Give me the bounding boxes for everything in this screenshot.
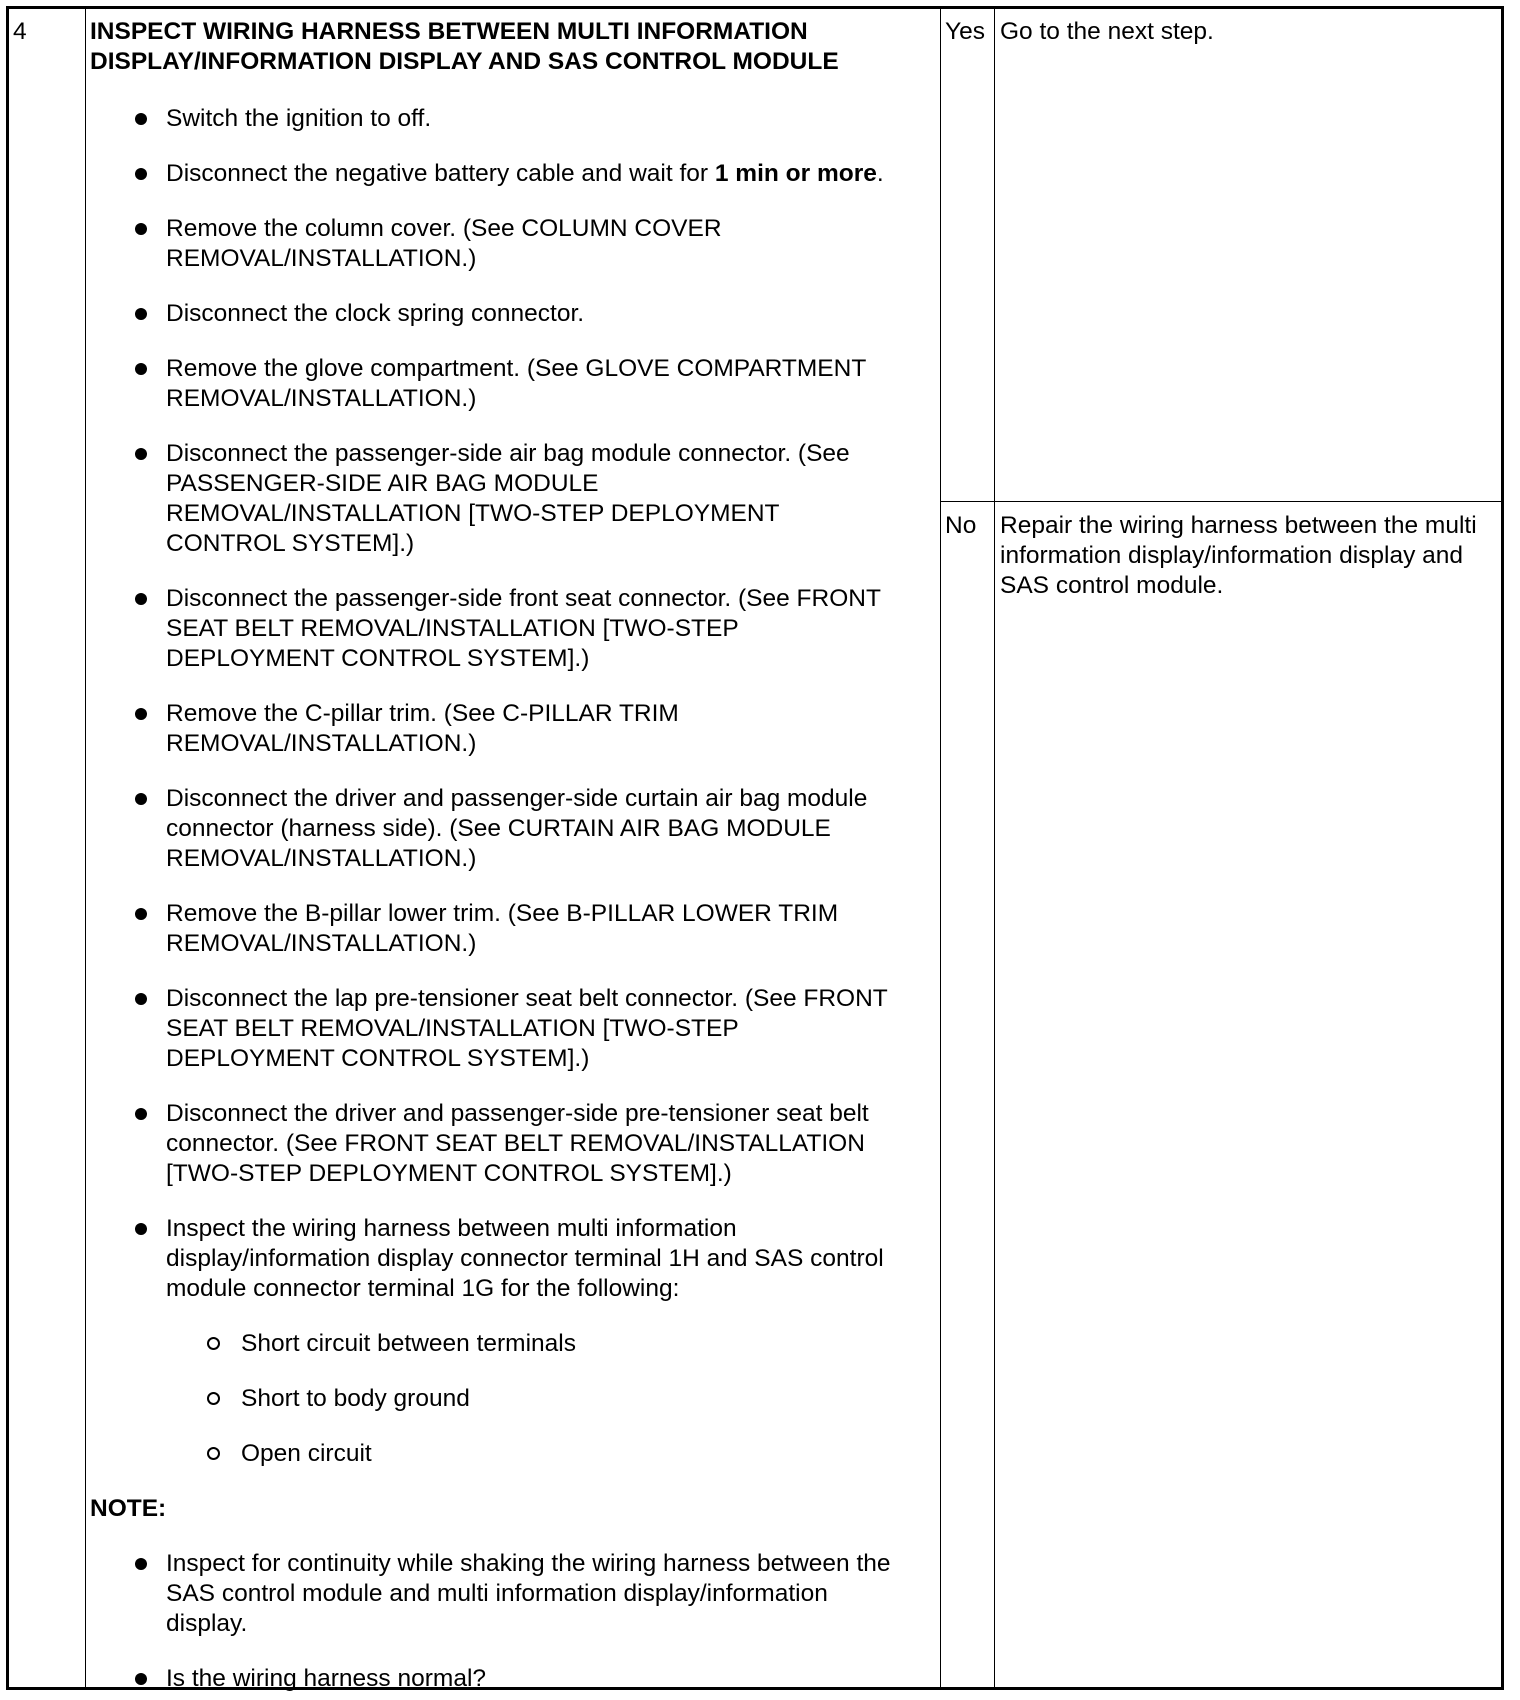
list-item-line: module connector terminal 1G for the following: [166,1275,680,1302]
list-item [166,699,679,759]
bullet-icon [135,223,147,235]
list-item [166,984,888,1074]
list-item [166,214,722,274]
list-item-line: REMOVAL/INSTALLATION [TWO-STEP DEPLOYMENT [166,500,780,527]
list-item-line: Disconnect the driver and passenger-side pre-tensioner seat belt [166,1100,869,1127]
step-title-line: DISPLAY/INFORMATION DISPLAY AND SAS CONTROL MODULE [90,48,839,75]
list-item-line: connector. (See FRONT SEAT BELT REMOVAL/INSTALLATION [166,1130,865,1157]
bullet-icon [135,793,147,805]
list-item-line: SEAT BELT REMOVAL/INSTALLATION [TWO-STEP [166,1015,739,1042]
bullet-icon [135,168,147,180]
list-item-line: Remove the B-pillar lower trim. (See B-PILLAR LOWER TRIM [166,900,839,927]
list-item-line: Disconnect the passenger-side front seat connector. (See FRONT [166,585,881,612]
list-item [166,104,431,134]
step-number: 4 [13,18,27,45]
note-item-line: display. [166,1610,248,1637]
list-item-suffix: . [876,160,884,187]
list-item [166,299,584,329]
list-item [166,899,838,959]
sub-bullet-icon [207,1447,220,1460]
list-item-line: REMOVAL/INSTALLATION.) [166,845,477,872]
list-item-line: Disconnect the driver and passenger-side curtain air bag module [166,785,868,812]
list-item-line: Disconnect the clock spring connector. [166,300,585,327]
note-item-line: SAS control module and multi information display/information [166,1580,828,1607]
list-item-line: REMOVAL/INSTALLATION.) [166,245,477,272]
bullet-icon [135,113,147,125]
list-item-line: Disconnect the lap pre-tensioner seat belt connector. (See FRONT [166,985,888,1012]
bullet-icon [135,993,147,1005]
list-item [166,784,867,874]
no-action-line: Repair the wiring harness between the multi [1000,512,1477,539]
no-action [1000,511,1477,601]
no-action-line: information display/information display and [1000,542,1464,569]
bold-duration: 1 min or more [714,160,877,187]
column-divider-step [85,9,86,1687]
column-divider-result [994,9,995,1687]
sub-list-item: Short circuit between terminals [241,1330,576,1357]
list-item [166,439,850,559]
step-title [90,17,839,77]
list-item-line: Remove the C-pillar trim. (See C-PILLAR TRIM [166,700,679,727]
bullet-icon [135,1223,147,1235]
list-item-line: Disconnect the negative battery cable and wait for [166,160,715,187]
list-item [166,584,881,674]
list-item-line: Disconnect the passenger-side air bag module connector. (See [166,440,850,467]
sub-bullet-icon [207,1337,220,1350]
list-item-line: connector (harness side). (See CURTAIN AIR BAG MODULE [166,815,831,842]
procedure-table [6,6,1504,1690]
list-item-line: SEAT BELT REMOVAL/INSTALLATION [TWO-STEP [166,615,739,642]
list-item-line: Remove the glove compartment. (See GLOVE COMPARTMENT [166,355,867,382]
note-label: NOTE: [90,1495,167,1522]
result-row-divider [940,501,1501,502]
list-item [166,159,884,189]
step-title-line: INSPECT WIRING HARNESS BETWEEN MULTI INFORMATION [90,18,808,45]
bullet-icon [135,1558,147,1570]
bullet-icon [135,1673,147,1685]
list-item-line: display/information display connector terminal 1H and SAS control [166,1245,884,1272]
bullet-icon [135,708,147,720]
no-label: No [945,512,977,539]
sub-list-item: Short to body ground [241,1385,470,1412]
list-item [166,1099,869,1189]
yes-action: Go to the next step. [1000,18,1214,45]
note-item-line: Inspect for continuity while shaking the wiring harness between the [166,1550,891,1577]
list-item-line: CONTROL SYSTEM].) [166,530,415,557]
list-item-line: Remove the column cover. (See COLUMN COVER [166,215,722,242]
column-divider-content [940,9,941,1687]
list-item-line: DEPLOYMENT CONTROL SYSTEM].) [166,645,590,672]
bullet-icon [135,1108,147,1120]
bullet-icon [135,593,147,605]
list-item-line: Switch the ignition to off. [166,105,432,132]
list-item-line: [TWO-STEP DEPLOYMENT CONTROL SYSTEM].) [166,1160,732,1187]
sub-list-item: Open circuit [241,1440,372,1467]
note-item-line: Is the wiring harness normal? [166,1665,487,1692]
sub-bullet-icon [207,1392,220,1405]
list-item [166,1214,884,1304]
list-item-line: Inspect the wiring harness between multi information [166,1215,737,1242]
note-item [166,1549,891,1639]
no-action-line: SAS control module. [1000,572,1224,599]
list-item-line: DEPLOYMENT CONTROL SYSTEM].) [166,1045,590,1072]
bullet-icon [135,448,147,460]
list-item [166,354,866,414]
bullet-icon [135,908,147,920]
yes-label: Yes [945,18,985,45]
note-item [166,1664,486,1694]
list-item-line: REMOVAL/INSTALLATION.) [166,730,477,757]
bullet-icon [135,308,147,320]
list-item-line: PASSENGER-SIDE AIR BAG MODULE [166,470,599,497]
list-item-line: REMOVAL/INSTALLATION.) [166,385,477,412]
bullet-icon [135,363,147,375]
list-item-line: REMOVAL/INSTALLATION.) [166,930,477,957]
